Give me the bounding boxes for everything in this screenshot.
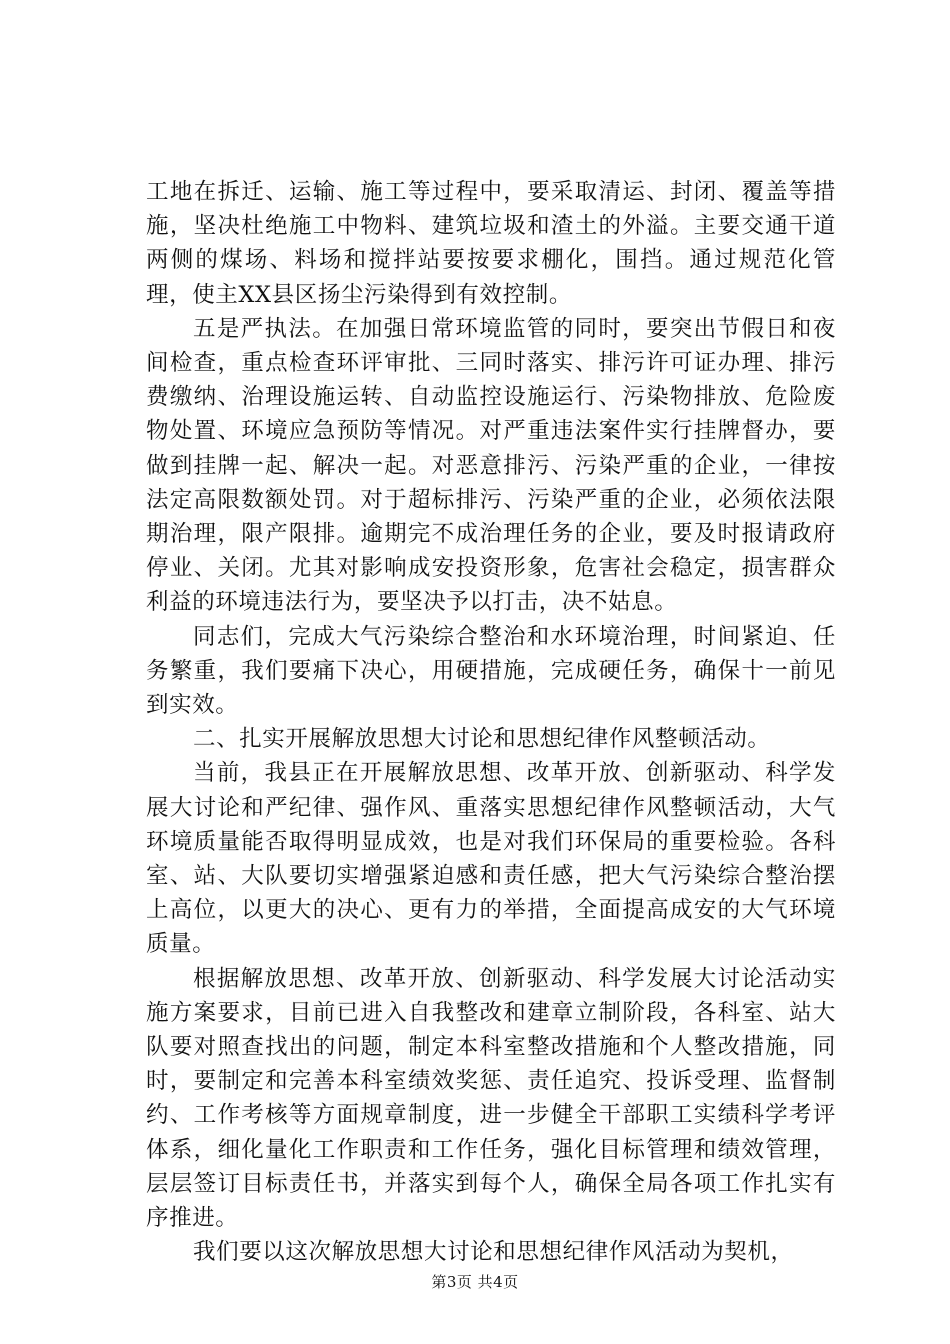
page-number-footer: 第3页 共4页 xyxy=(431,1273,519,1291)
document-body xyxy=(146,175,836,1270)
paragraph-3: 同志们，完成大气污染综合整治和水环境治理，时间紧迫、任务繁重，我们要痛下决心，用硬措施，完成硬任务，确保十一前见到实效。 xyxy=(146,623,836,719)
paragraph-4: 当前，我县正在开展解放思想、改革开放、创新驱动、科学发展大讨论和严纪律、强作风、重落实思想纪律作风整顿活动，大气环境质量能否取得明显成效，也是对我们环保局的重要检验。各科室、站、大队要切实增强紧迫感和责任感，把大气污染综合整治摆上高位，以更大的决心、更有力的举措，全面提高成安的大气环境质量。 xyxy=(146,760,836,958)
paragraph-5: 根据解放思想、改革开放、创新驱动、科学发展大讨论活动实施方案要求，目前已进入自我整改和建章立制阶段，各科室、站大队要对照查找出的问题，制定本科室整改措施和个人整改措施，同时，要制定和完善本科室绩效奖惩、责任追究、投诉受理、监督制约、工作考核等方面规章制度，进一步健全干部职工实绩科学考评体系，细化量化工作职责和工作任务，强化目标管理和绩效管理，层层签订目标责任书，并落实到每个人，确保全局各项工作扎实有序推进。 xyxy=(146,965,836,1232)
paragraph-2: 五是严执法。在加强日常环境监管的同时，要突出节假日和夜间检查，重点检查环评审批、三同时落实、排污许可证办理、排污费缴纳、治理设施运转、自动监控设施运行、污染物排放、危险废物处置、环境应急预防等情况。对严重违法案件实行挂牌督办，要做到挂牌一起、解决一起。对恶意排污、污染严重的企业，一律按法定高限数额处罚。对于超标排污、污染严重的企业，必须依法限期治理，限产限排。逾期完不成治理任务的企业，要及时报请政府停业、关闭。尤其对影响成安投资形象，危害社会稳定，损害群众利益的环境违法行为，要坚决予以打击，决不姑息。 xyxy=(146,315,836,616)
section-heading: 二、扎实开展解放思想大讨论和思想纪律作风整顿活动。 xyxy=(193,726,771,753)
paragraph-6: 我们要以这次解放思想大讨论和思想纪律作风活动为契机， xyxy=(193,1239,794,1266)
paragraph-1: 工地在拆迁、运输、施工等过程中，要采取清运、封闭、覆盖等措施，坚决杜绝施工中物料、建筑垃圾和渣土的外溢。主要交通干道两侧的煤场、料场和搅拌站要按要求棚化，围挡。通过规范化管理，使主XX县区扬尘污染得到有效控制。 xyxy=(146,179,836,308)
